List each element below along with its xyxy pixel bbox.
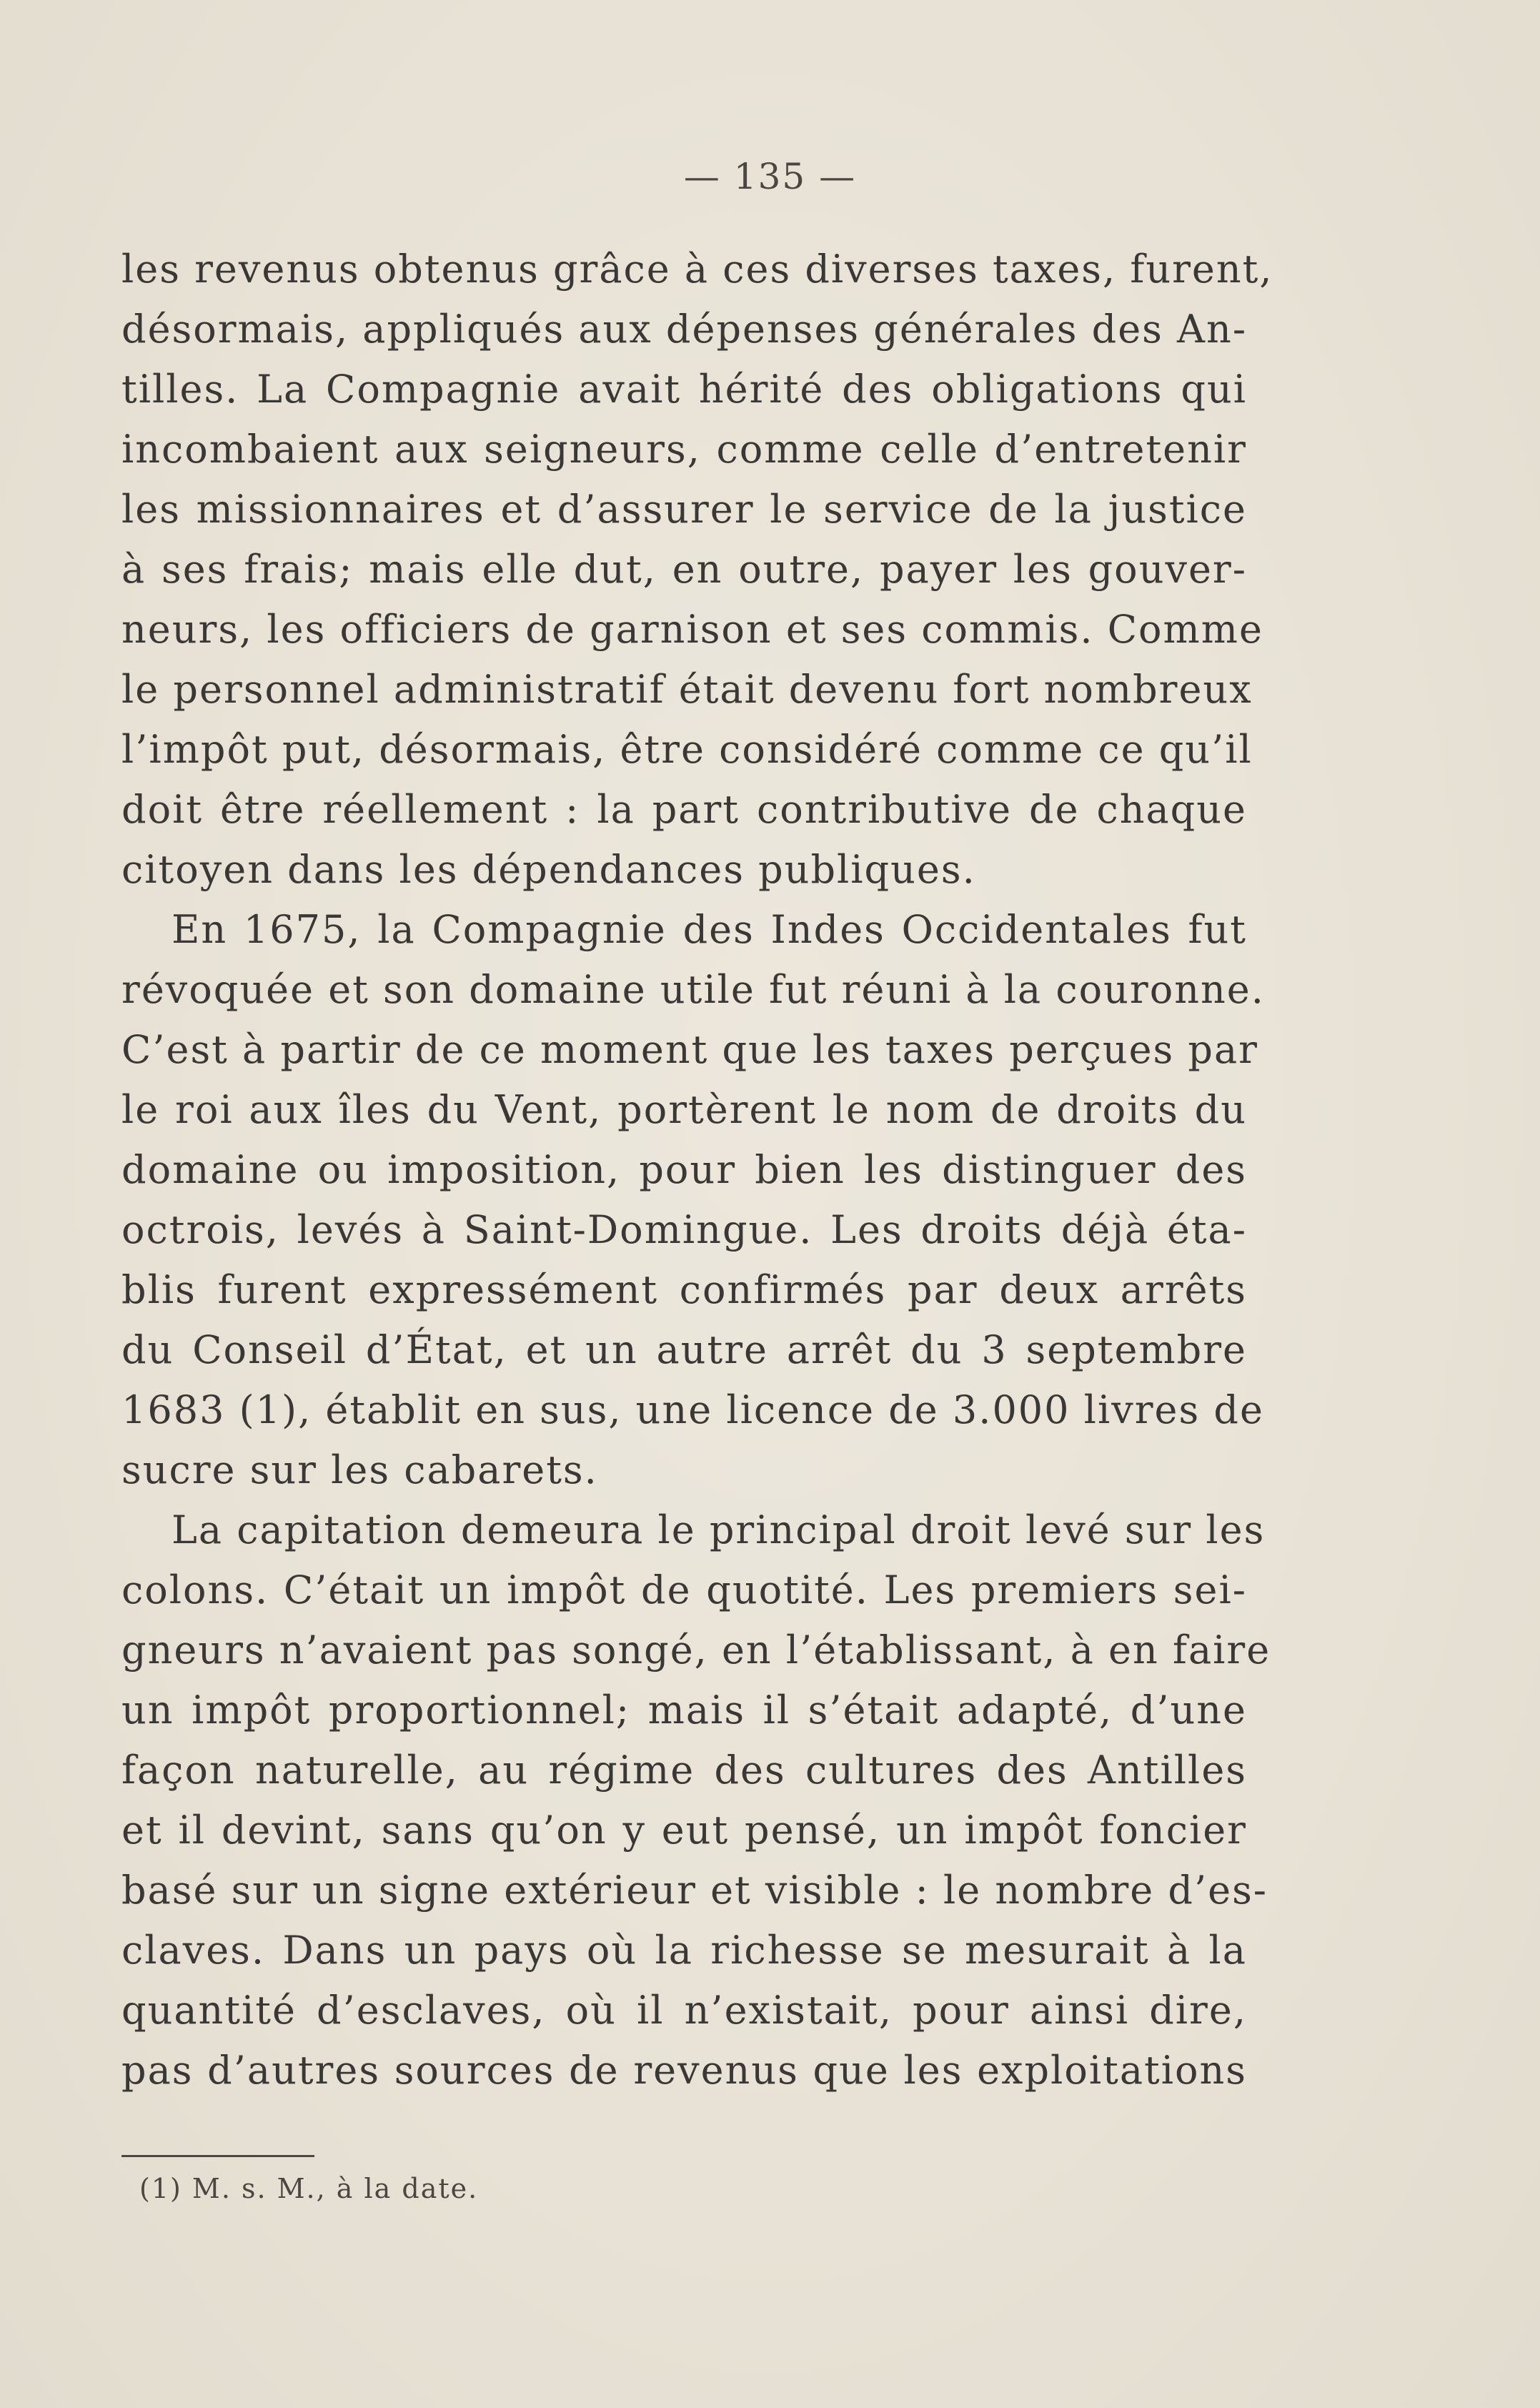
text-line: un impôt proportionnel; mais il s’était adapté, d’une bbox=[121, 1688, 1247, 1733]
text-line: octrois, levés à Saint-Domingue. Les droits déjà éta- bbox=[121, 1207, 1247, 1252]
text-line: les revenus obtenus grâce à ces diverses taxes, furent, bbox=[121, 247, 1273, 292]
text-line: du Conseil d’État, et un autre arrêt du 3 septembre bbox=[121, 1327, 1247, 1372]
text-line: le personnel administratif était devenu fort nombreux bbox=[121, 667, 1253, 712]
text-line: pas d’autres sources de revenus que les exploitations bbox=[121, 2048, 1247, 2093]
footnote-separator bbox=[121, 2155, 314, 2157]
body-text bbox=[121, 239, 1273, 2101]
text-line: gneurs n’avaient pas songé, en l’établissant, à en faire bbox=[121, 1627, 1271, 1673]
footnote: (1) M. s. M., à la date. bbox=[139, 2173, 479, 2204]
text-line: citoyen dans les dépendances publiques. bbox=[121, 847, 976, 892]
text-line: claves. Dans un pays où la richesse se mesurait à la bbox=[121, 1928, 1247, 1973]
text-line: le roi aux îles du Vent, portèrent le nom de droits du bbox=[121, 1087, 1247, 1132]
page-number: — 135 — bbox=[683, 156, 857, 197]
text-line: C’est à partir de ce moment que les taxes perçues par bbox=[121, 1027, 1258, 1072]
paragraph-start-line: La capitation demeura le principal droit levé sur les bbox=[172, 1507, 1266, 1552]
paragraph-start-line: En 1675, la Compagnie des Indes Occidentales fut bbox=[172, 907, 1247, 952]
text-line: 1683 (1), établit en sus, une licence de 3.000 livres de bbox=[121, 1387, 1264, 1432]
text-line: désormais, appliqués aux dépenses générales des An- bbox=[121, 307, 1248, 352]
text-line: les missionnaires et d’assurer le service de la justice bbox=[121, 487, 1247, 532]
text-line: façon naturelle, au régime des cultures des Antilles bbox=[121, 1748, 1247, 1793]
text-line: incombaient aux seigneurs, comme celle d’entretenir bbox=[121, 427, 1247, 472]
text-line: révoquée et son domaine utile fut réuni à la couronne. bbox=[121, 967, 1265, 1012]
text-line: colons. C’était un impôt de quotité. Les premiers sei- bbox=[121, 1567, 1247, 1612]
text-line: sucre sur les cabarets. bbox=[121, 1447, 598, 1492]
text-line: basé sur un signe extérieur et visible : le nombre d’es- bbox=[121, 1868, 1268, 1913]
text-line: blis furent expressément confirmés par deux arrêts bbox=[121, 1267, 1247, 1312]
text-line: l’impôt put, désormais, être considéré comme ce qu’il bbox=[121, 727, 1253, 772]
text-line: tilles. La Compagnie avait hérité des obligations qui bbox=[121, 367, 1247, 412]
text-line: quantité d’esclaves, où il n’existait, pour ainsi dire, bbox=[121, 1988, 1247, 2033]
text-line: et il devint, sans qu’on y eut pensé, un impôt foncier bbox=[121, 1808, 1247, 1853]
text-line: neurs, les officiers de garnison et ses commis. Comme bbox=[121, 607, 1263, 652]
text-line: domaine ou imposition, pour bien les distinguer des bbox=[121, 1147, 1247, 1192]
text-line: à ses frais; mais elle dut, en outre, payer les gouver- bbox=[121, 547, 1247, 592]
text-line: doit être réellement : la part contributive de chaque bbox=[121, 787, 1247, 832]
